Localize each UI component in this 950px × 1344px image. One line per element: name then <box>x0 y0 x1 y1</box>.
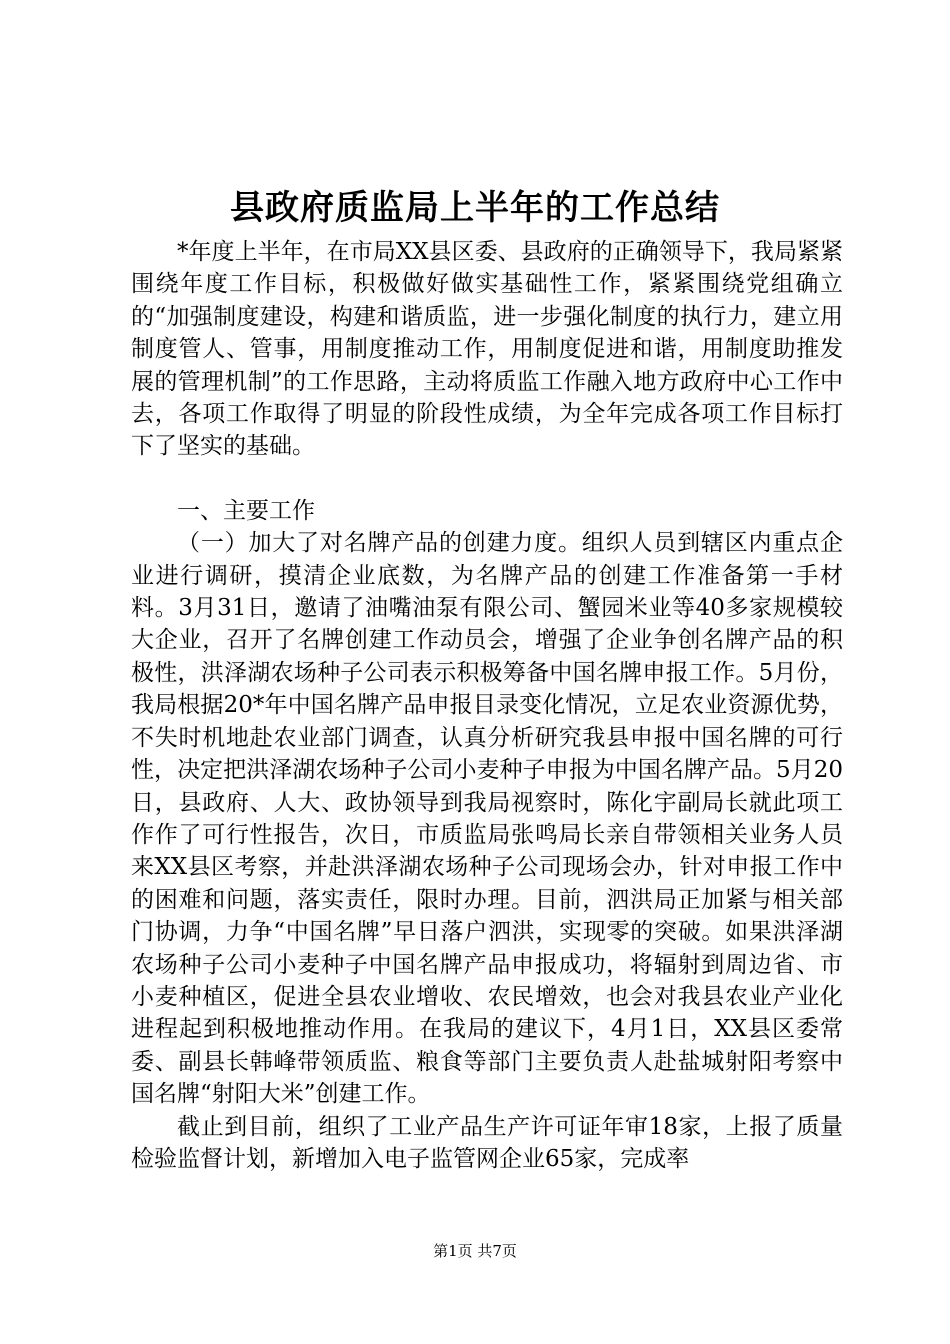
paragraph-gap <box>131 463 843 495</box>
section-paragraph-1: （一）加大了对名牌产品的创建力度。组织人员到辖区内重点企业进行调研，摸清企业底数，为名牌产品的创建工作准备第一手材料。3月31日，邀请了油嘴油泵有限公司、蟹园米业等40多家规模较大企业，召开了名牌创建工作动员会，增强了企业争创名牌产品的积极性，洪泽湖农场种子公司表示积极筹备中国名牌申报工作。5月份，我局根据20*年中国名牌产品申报目录变化情况，立足农业资源优势，不失时机地赴农业部门调查，认真分析研究我县申报中国名牌的可行性，决定把洪泽湖农场种子公司小麦种子申报为中国名牌产品。5月20日，县政府、人大、政协领导到我局视察时，陈化宇副局长就此项工作作了可行性报告，次日，市质监局张鸣局长亲自带领相关业务人员来XX县区考察，并赴洪泽湖农场种子公司现场会办，针对申报工作中的困难和问题，落实责任，限时办理。目前，泗洪局正加紧与相关部门协调，力争“中国名牌”早日落户泗洪，实现零的突破。如果洪泽湖农场种子公司小麦种子中国名牌产品申报成功，将辐射到周边省、市小麦种植区，促进全县农业增收、农民增效，也会对我县农业产业化进程起到积极地推动作用。在我局的建议下，4月1日，XX县区委常委、副县长韩峰带领质监、粮食等部门主要负责人赴盐城射阳考察中国名牌“射阳大米”创建工作。 <box>131 530 843 1108</box>
document-title: 县政府质监局上半年的工作总结 <box>230 188 720 228</box>
section-heading: 一、主要工作 <box>177 497 315 524</box>
page-footer: 第1页 共7页 <box>433 1242 517 1260</box>
document-body <box>131 236 843 1175</box>
section-paragraph-2: 截止到目前，组织了工业产品生产许可证年审18家，上报了质量检验监督计划，新增加入电子监管网企业65家，完成率 <box>131 1113 843 1172</box>
intro-paragraph: *年度上半年，在市局XX县区委、县政府的正确领导下，我局紧紧围绕年度工作目标，积极做好做实基础性工作，紧紧围绕党组确立的“加强制度建设，构建和谐质监，进一步强化制度的执行力，建立用制度管人、管事，用制度推动工作，用制度促进和谐，用制度助推发展的管理机制”的工作思路，主动将质监工作融入地方政府中心工作中去，各项工作取得了明显的阶段性成绩，为全年完成各项工作目标打下了坚实的基础。 <box>131 239 843 460</box>
